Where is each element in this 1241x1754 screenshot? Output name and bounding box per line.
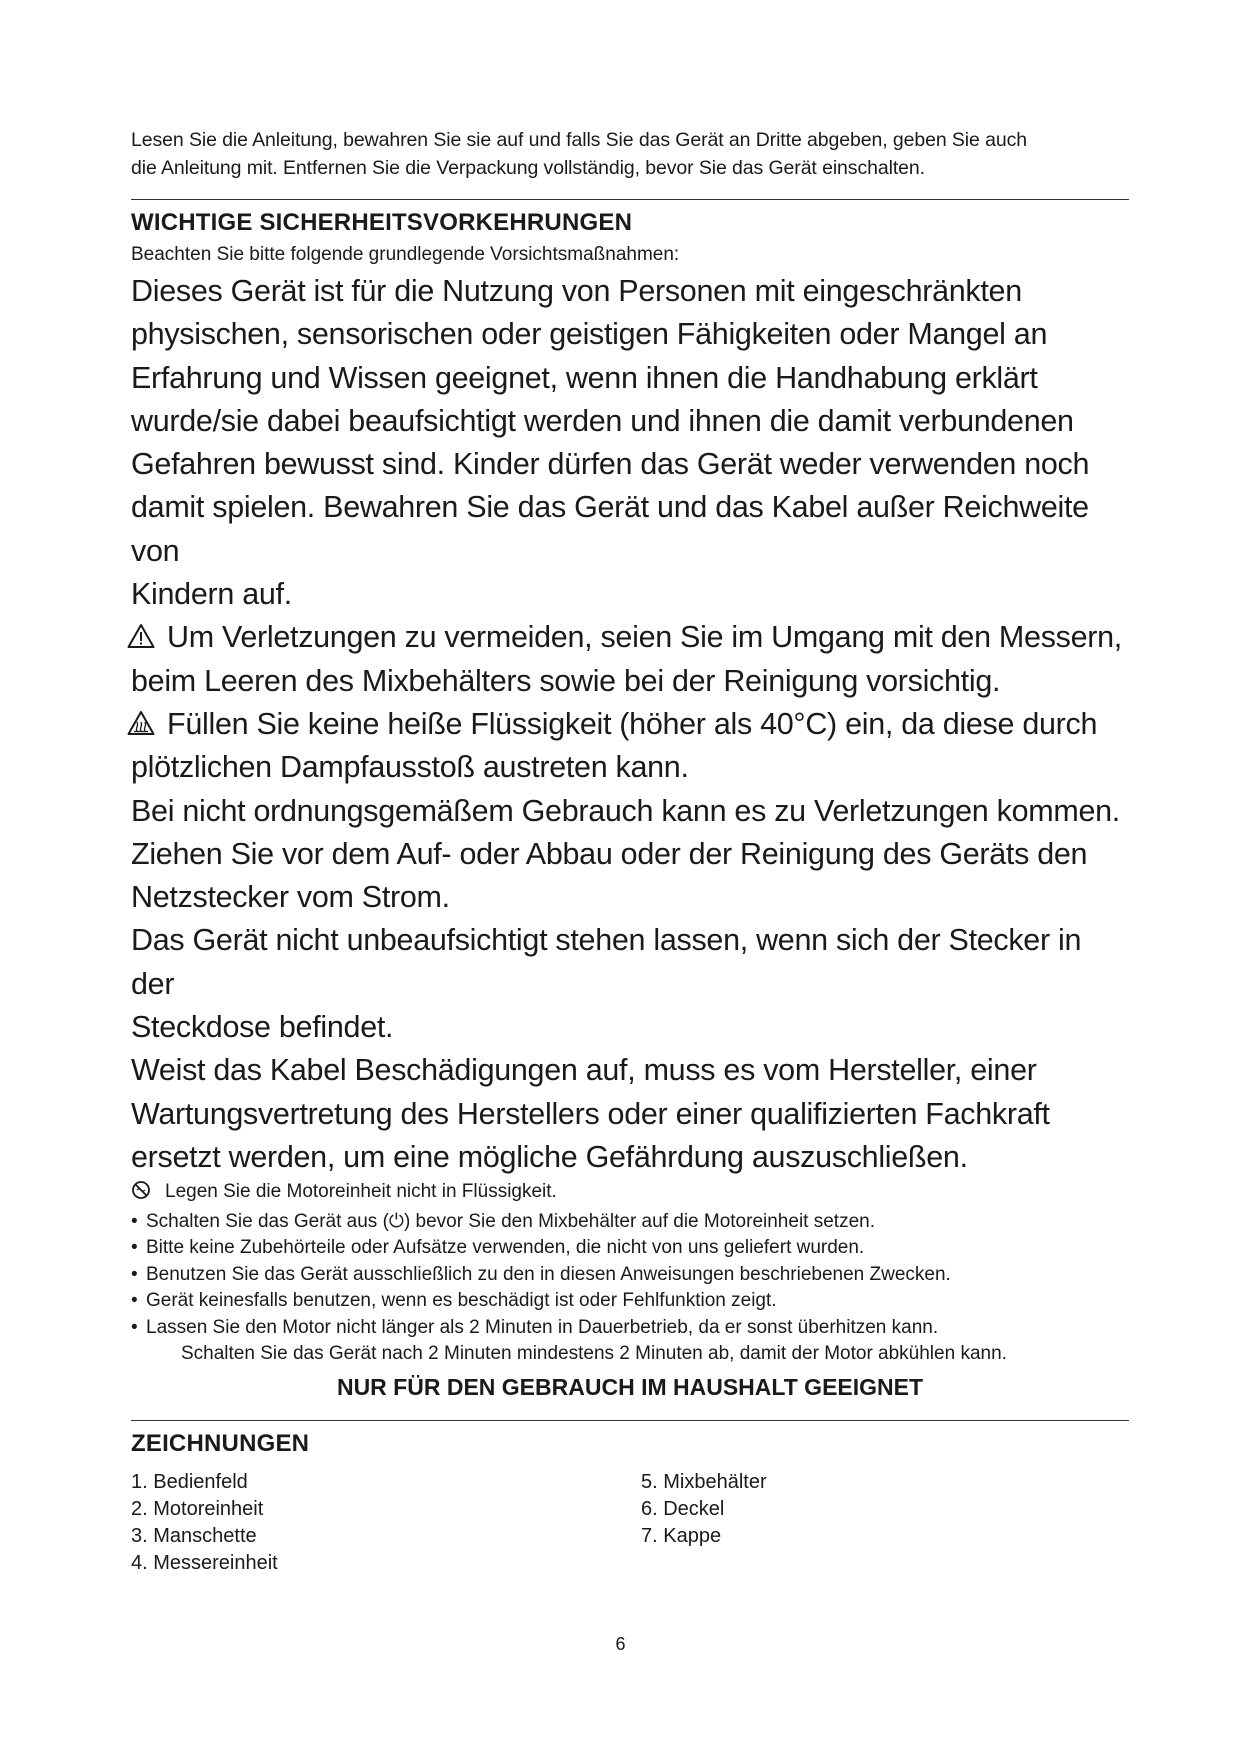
divider bbox=[131, 1420, 1129, 1421]
list-item: 5. Mixbehälter bbox=[641, 1470, 767, 1493]
list-item-text: Gerät keinesfalls benutzen, wenn es beschädigt ist oder Fehlfunktion zeigt. bbox=[146, 1290, 777, 1312]
manual-page bbox=[131, 126, 1131, 1577]
text-line: Kindern auf. bbox=[131, 577, 292, 612]
text-line: plötzlichen Dampfausstoß austreten kann. bbox=[131, 750, 689, 785]
drawings-column-left bbox=[131, 1469, 641, 1577]
text-line: physischen, sensorischen oder geistigen Fähigkeiten oder Mangel an bbox=[131, 317, 1048, 352]
text-line: Bei nicht ordnungsgemäßem Gebrauch kann es zu Verletzungen kommen. bbox=[131, 793, 1120, 828]
text-line: wurde/sie dabei beaufsichtigt werden und ihnen die damit verbundenen bbox=[131, 403, 1074, 438]
divider bbox=[131, 199, 1129, 200]
bullet-continuation: Schalten Sie das Gerät nach 2 Minuten mindestens 2 Minuten ab, damit der Motor abkühlen kann. bbox=[181, 1343, 1007, 1365]
warning-knives bbox=[131, 616, 1131, 703]
text-line: Füllen Sie keine heiße Flüssigkeit (höher als 40°C) ein, da diese durch bbox=[167, 706, 1098, 741]
list-item bbox=[131, 1315, 1131, 1342]
hot-surface-warning-icon bbox=[127, 710, 157, 736]
intro-line-1: Lesen Sie die Anleitung, bewahren Sie sie auf und falls Sie das Gerät an Dritte abgeben, geben Sie auch bbox=[131, 129, 1027, 151]
text-line: ersetzt werden, um eine mögliche Gefährdung auszuschließen. bbox=[131, 1139, 968, 1174]
list-item: 3. Manschette bbox=[131, 1524, 257, 1547]
list-item bbox=[131, 1235, 1131, 1262]
text-line: Netzstecker vom Strom. bbox=[131, 880, 450, 915]
safety-subtitle: Beachten Sie bitte folgende grundlegende Vorsichtsmaßnahmen: bbox=[131, 244, 680, 265]
list-item bbox=[131, 1209, 1131, 1236]
list-item-text: Bitte keine Zubehörteile oder Aufsätze verwenden, die nicht von uns geliefert wurden. bbox=[146, 1237, 865, 1259]
text-line: Steckdose befindet. bbox=[131, 1010, 394, 1045]
list-item: 7. Kappe bbox=[641, 1524, 722, 1547]
text-line: Weist das Kabel Beschädigungen auf, muss es vom Hersteller, einer bbox=[131, 1053, 1037, 1088]
text-line: Gefahren bewusst sind. Kinder dürfen das Gerät weder verwenden noch bbox=[131, 447, 1090, 482]
list-item: 6. Deckel bbox=[641, 1497, 725, 1520]
drawings-list bbox=[131, 1469, 1131, 1577]
text-line: Dieses Gerät ist für die Nutzung von Personen mit eingeschränkten bbox=[131, 274, 1022, 308]
list-item: 4. Messereinheit bbox=[131, 1551, 278, 1574]
bullet-icon: • bbox=[131, 1263, 138, 1285]
bullet-icon: • bbox=[131, 1237, 138, 1259]
safety-paragraph-1 bbox=[131, 270, 1131, 616]
list-item: 1. Bedienfeld bbox=[131, 1470, 248, 1493]
intro-line-2: die Anleitung mit. Entfernen Sie die Verpackung vollständig, bevor Sie das Gerät einschalten. bbox=[131, 157, 925, 179]
text-line: Erfahrung und Wissen geeignet, wenn ihnen die Handhabung erklärt bbox=[131, 360, 1038, 395]
safety-paragraph-4 bbox=[131, 1049, 1131, 1179]
list-item-text: Benutzen Sie das Gerät ausschließlich zu den in diesen Anweisungen beschriebenen Zwecken. bbox=[146, 1263, 951, 1285]
list-item-text: Legen Sie die Motoreinheit nicht in Flüssigkeit. bbox=[165, 1181, 557, 1203]
drawings-title: ZEICHNUNGEN bbox=[131, 1429, 310, 1457]
text-line: Um Verletzungen zu vermeiden, seien Sie im Umgang mit den Messern, bbox=[167, 620, 1122, 655]
warning-triangle-icon bbox=[127, 623, 157, 649]
warning-hot-liquid bbox=[131, 703, 1131, 790]
safety-bullet-list bbox=[131, 1179, 1131, 1341]
household-notice: NUR FÜR DEN GEBRAUCH IM HAUSHALT GEEIGNET bbox=[336, 1373, 924, 1400]
safety-paragraph-3 bbox=[131, 919, 1131, 1049]
list-item: 2. Motoreinheit bbox=[131, 1497, 264, 1520]
text-line: beim Leeren des Mixbehälters sowie bei der Reinigung vorsichtig. bbox=[131, 663, 1001, 698]
list-item-text: Schalten Sie das Gerät aus (⏻) bevor Sie den Mixbehälter auf die Motoreinheit setzen. bbox=[146, 1210, 875, 1232]
bullet-icon: • bbox=[131, 1210, 138, 1232]
text-line: Wartungsvertretung des Herstellers oder einer qualifizierten Fachkraft bbox=[131, 1096, 1050, 1131]
list-item bbox=[131, 1179, 1131, 1209]
text-line: Ziehen Sie vor dem Auf- oder Abbau oder der Reinigung des Geräts den bbox=[131, 836, 1088, 871]
text-line: Das Gerät nicht unbeaufsichtigt stehen lassen, wenn sich der Stecker in der bbox=[131, 923, 1082, 1001]
bullet-icon: • bbox=[131, 1316, 138, 1338]
list-item bbox=[131, 1262, 1131, 1289]
safety-title: WICHTIGE SICHERHEITSVORKEHRUNGEN bbox=[131, 209, 633, 236]
safety-paragraph-2 bbox=[131, 790, 1131, 920]
text-line: damit spielen. Bewahren Sie das Gerät und das Kabel außer Reichweite von bbox=[131, 490, 1089, 568]
no-immerse-icon bbox=[131, 1180, 153, 1209]
list-item-text: Lassen Sie den Motor nicht länger als 2 Minuten in Dauerbetrieb, da er sonst überhitzen kann. bbox=[146, 1316, 939, 1338]
intro-text bbox=[131, 126, 1131, 182]
bullet-icon: • bbox=[131, 1290, 138, 1312]
page-number: 6 bbox=[615, 1634, 626, 1654]
drawings-column-right bbox=[641, 1469, 767, 1577]
list-item bbox=[131, 1288, 1131, 1315]
